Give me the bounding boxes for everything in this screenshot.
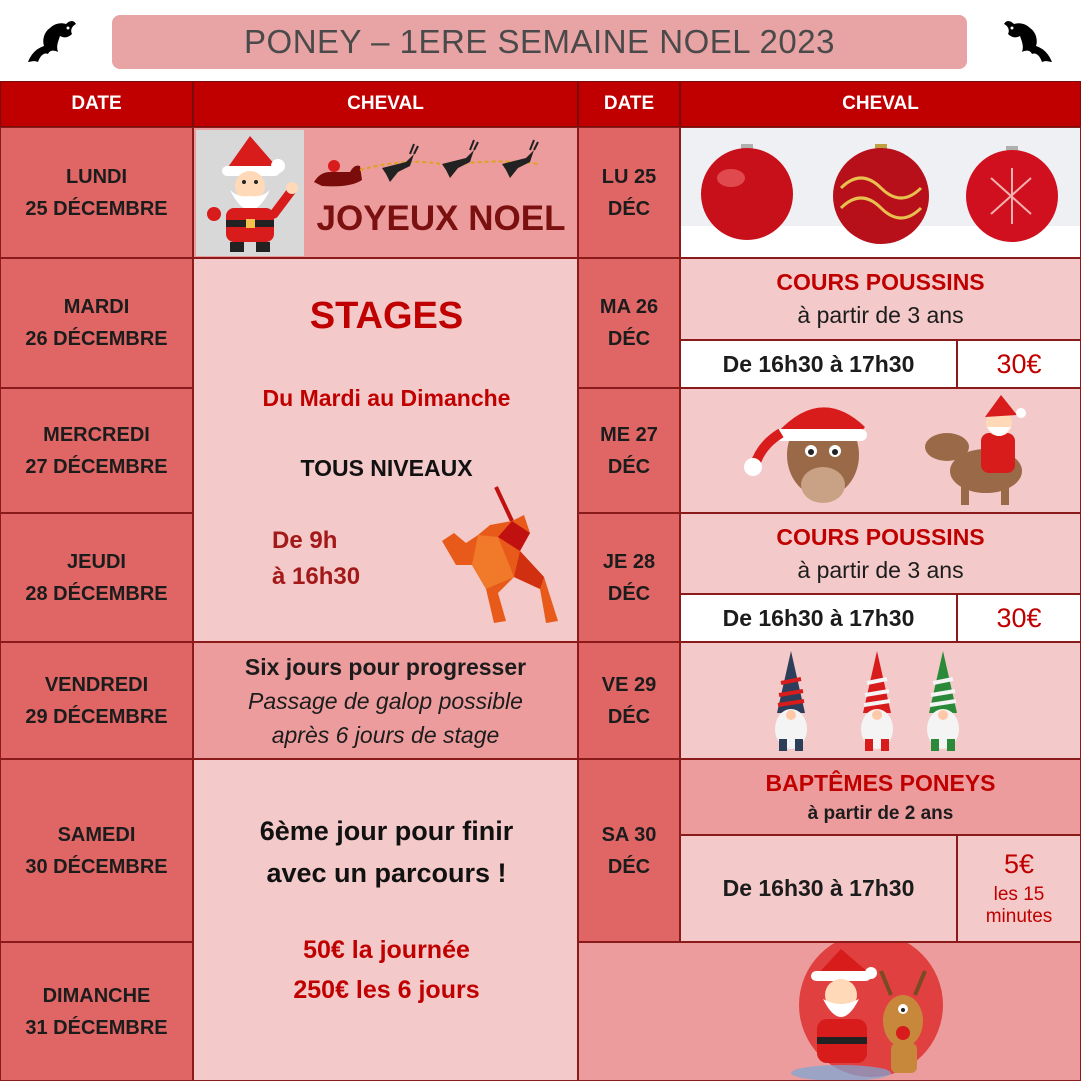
day-name: SAMEDI bbox=[57, 823, 136, 846]
cours-age: à partir de 3 ans bbox=[797, 556, 964, 583]
bapteme-hours: De 16h30 à 17h30 bbox=[680, 835, 957, 942]
bapteme-price-cell bbox=[957, 835, 1081, 942]
cours-price-jeudi: 30€ bbox=[957, 594, 1081, 642]
day-date: 26 DÉCEMBRE bbox=[25, 328, 168, 350]
short-day: SA 30 bbox=[601, 823, 657, 846]
short-month: DÉC bbox=[607, 197, 651, 220]
ornaments-icon bbox=[680, 127, 1081, 258]
cours-title: COURS POUSSINS bbox=[776, 523, 985, 550]
day-date: 28 DÉCEMBRE bbox=[25, 582, 168, 605]
date-jeudi bbox=[0, 513, 193, 642]
day-name: LUNDI bbox=[65, 165, 128, 188]
short-day: JE 28 bbox=[602, 550, 656, 573]
finale-line-1: 6ème jour pour finir bbox=[259, 816, 514, 846]
noel-cell bbox=[193, 127, 578, 258]
unicorn-icon bbox=[434, 481, 574, 631]
cours-poussins-jeudi bbox=[680, 513, 1081, 594]
date-dimanche bbox=[0, 942, 193, 1081]
day-name: DIMANCHE bbox=[42, 984, 151, 1007]
bapteme-unit-1: les 15 bbox=[993, 884, 1045, 905]
date-lundi bbox=[0, 127, 193, 258]
finale-line-2: avec un parcours ! bbox=[266, 858, 507, 888]
date-vendredi bbox=[0, 642, 193, 759]
gnomes-icon bbox=[680, 642, 1081, 759]
date-mardi bbox=[0, 258, 193, 388]
header-date-2: DATE bbox=[578, 81, 680, 127]
cours-title: COURS POUSSINS bbox=[776, 269, 985, 295]
date-mercredi bbox=[0, 388, 193, 513]
day-name: MERCREDI bbox=[43, 423, 150, 446]
short-month: DÉC bbox=[607, 705, 651, 728]
finale-cell bbox=[193, 759, 578, 1081]
santa-icon bbox=[196, 130, 304, 256]
progress-line-3: après 6 jours de stage bbox=[271, 721, 500, 748]
stages-title: STAGES bbox=[309, 295, 464, 337]
baptemes-header bbox=[680, 759, 1081, 835]
day-name: MARDI bbox=[63, 296, 130, 318]
short-date-me bbox=[578, 388, 680, 513]
cours-hours-jeudi: De 16h30 à 17h30 bbox=[680, 594, 957, 642]
santa-reindeer-icon bbox=[578, 942, 1081, 1081]
day-date: 31 DÉCEMBRE bbox=[25, 1016, 168, 1039]
christmas-horses-icon bbox=[680, 388, 1081, 513]
bapteme-unit-2: minutes bbox=[985, 906, 1053, 927]
page-title: PONEY – 1ERE SEMAINE NOEL 2023 bbox=[112, 15, 967, 69]
short-day: MA 26 bbox=[599, 296, 659, 318]
day-name: JEUDI bbox=[67, 550, 126, 573]
stages-hours-start: De 9h bbox=[272, 527, 338, 554]
bapteme-price: 5€ bbox=[1003, 849, 1035, 879]
cours-price-mardi: 30€ bbox=[957, 340, 1081, 388]
progress-line-2: Passage de galop possible bbox=[248, 687, 523, 714]
day-date: 29 DÉCEMBRE bbox=[25, 705, 168, 728]
stages-hours-end: à 16h30 bbox=[272, 563, 361, 590]
stages-range: Du Mardi au Dimanche bbox=[262, 385, 511, 411]
short-month: DÉC bbox=[607, 582, 651, 605]
day-date: 30 DÉCEMBRE bbox=[25, 855, 168, 878]
finale-price-day: 50€ la journée bbox=[303, 936, 470, 964]
bapteme-age: à partir de 2 ans bbox=[807, 802, 954, 824]
short-date-ve bbox=[578, 642, 680, 759]
joyeux-noel-text: JOYEUX NOEL bbox=[316, 199, 566, 238]
short-date-sa bbox=[578, 759, 680, 942]
day-name: VENDREDI bbox=[44, 673, 149, 696]
stages-cell bbox=[193, 258, 578, 642]
finale-price-week: 250€ les 6 jours bbox=[293, 976, 480, 1004]
short-day: VE 29 bbox=[601, 673, 657, 696]
day-date: 25 DÉCEMBRE bbox=[25, 197, 168, 220]
horse-logo-right-icon bbox=[998, 12, 1060, 74]
header-date: DATE bbox=[0, 81, 193, 127]
day-date: 27 DÉCEMBRE bbox=[25, 455, 168, 478]
header-cheval: CHEVAL bbox=[193, 81, 578, 127]
date-samedi bbox=[0, 759, 193, 942]
short-date-je bbox=[578, 513, 680, 642]
short-month: DÉC bbox=[607, 328, 651, 350]
short-date-lu bbox=[578, 127, 680, 258]
short-day: LU 25 bbox=[601, 165, 657, 188]
cours-hours-mardi: De 16h30 à 17h30 bbox=[680, 340, 957, 388]
bapteme-title: BAPTÊMES PONEYS bbox=[765, 769, 996, 796]
sleigh-reindeer-icon bbox=[310, 136, 572, 194]
short-date-ma bbox=[578, 258, 680, 388]
stages-level: TOUS NIVEAUX bbox=[300, 455, 473, 481]
progress-cell bbox=[193, 642, 578, 759]
horse-logo-left-icon bbox=[20, 12, 82, 74]
cours-age: à partir de 3 ans bbox=[797, 302, 964, 328]
short-month: DÉC bbox=[607, 855, 651, 878]
cours-poussins-mardi bbox=[680, 258, 1081, 340]
header-cheval-2: CHEVAL bbox=[680, 81, 1081, 127]
progress-line-1: Six jours pour progresser bbox=[244, 653, 527, 680]
short-month: DÉC bbox=[607, 455, 651, 478]
short-day: ME 27 bbox=[600, 423, 658, 446]
